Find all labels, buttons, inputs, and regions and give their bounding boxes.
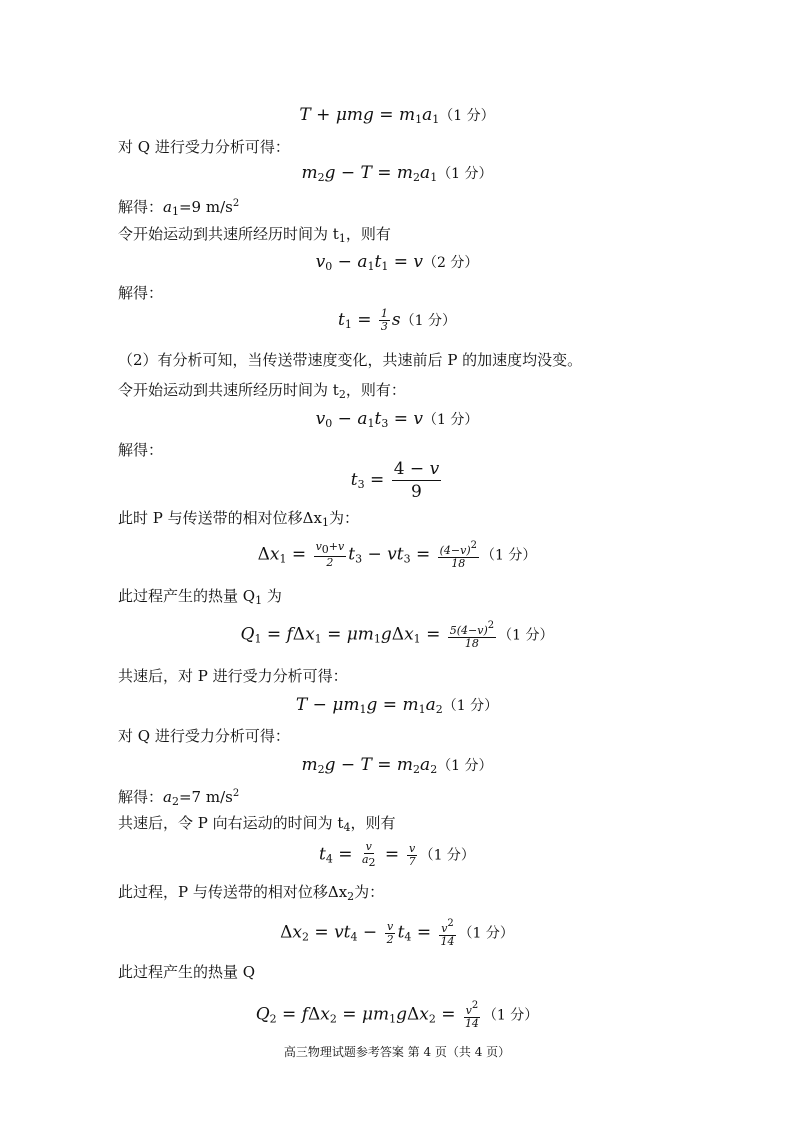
text-relative-displacement-1: 此时 P 与传送带的相对位移$\Delta x_1$为： — [118, 509, 359, 529]
text-solve-2: 解得： — [118, 441, 164, 459]
text-p-force-analysis: 共速后，对 P 进行受力分析可得： — [118, 667, 348, 685]
text-part-2: （2）有分析可知，当传送带速度变化，共速前后 P 的加速度均没变。 — [118, 351, 583, 369]
text-time-t2: 令开始运动到共速所经历时间为 $t_2$，则有： — [118, 381, 406, 401]
text-solution-a1: 解得：$a_1=9$ $m/s^2$ — [118, 198, 240, 218]
text-relative-displacement-2: 此过程，P 与传送带的相对位移$\Delta x_2$为： — [118, 883, 385, 903]
equation-2: $m_2g - T = m_2a_1(1$ 分） — [301, 163, 493, 184]
equation-11: $t_4$ = $\frac{v}{a2}$ = $\frac{v}{7}$ （1 分） — [319, 840, 475, 869]
page-footer: 高三物理试题参考答案 第 4 页（共 4 页） — [283, 1045, 511, 1059]
equation-7: $\Delta x_1$ = $\frac{v0+v}{2}$ $t_3 - vt_3$ = $\frac{(4-v)2}{18}$ （1 分） — [257, 540, 537, 570]
text-time-t1: 令开始运动到共速所经历时间为 $t_1$，则有 — [118, 225, 391, 245]
equation-9: $T - \mu m_1g = m_1a_2(1$ 分） — [295, 695, 499, 716]
text-q-force-analysis-1: 对 Q 进行受力分析可得： — [118, 138, 290, 156]
equation-5: $v_0 - a_1t_3 = v(1$ 分） — [315, 409, 479, 430]
text-heat-q1: 此过程产生的热量 $Q_1$ 为 — [118, 587, 282, 607]
equation-13: $Q_2 = f\Delta x_2 = \mu m_1g\Delta x_2$ = $\frac{v2}{14}$ （1 分） — [255, 1000, 539, 1030]
equation-8: $Q_1 = f\Delta x_1 = \mu m_1g\Delta x_1$ = $\frac{5(4-v)2}{18}$ （1 分） — [240, 620, 554, 650]
equation-10: $m_2g - T = m_2a_2(1$ 分） — [301, 755, 493, 776]
equation-6: $t_3$ = $\frac{4 - v}{9}$ — [350, 459, 440, 502]
text-solution-a2: 解得：$a_2=7$ $m/s^2$ — [118, 788, 240, 808]
equation-3: $v_0 - a_1t_1 = v(2$ 分） — [315, 252, 479, 273]
equation-4: $t_1$ = $\frac{1}{3}$ s（1 分） — [338, 307, 456, 333]
text-time-t4: 共速后，令 P 向右运动的时间为 $t_4$，则有 — [118, 814, 396, 834]
equation-12: $\Delta x_2 = vt_4$ − $\frac{v}{2}$ $t_4$ = $\frac{v2}{14}$ （1 分） — [280, 918, 514, 948]
text-heat-q: 此过程产生的热量 Q — [118, 963, 256, 981]
text-q-force-analysis-2: 对 Q 进行受力分析可得： — [118, 727, 290, 745]
equation-1: $T + \mu mg = m_1a_1(1$ 分） — [299, 105, 495, 126]
text-solve-1: 解得： — [118, 284, 164, 302]
